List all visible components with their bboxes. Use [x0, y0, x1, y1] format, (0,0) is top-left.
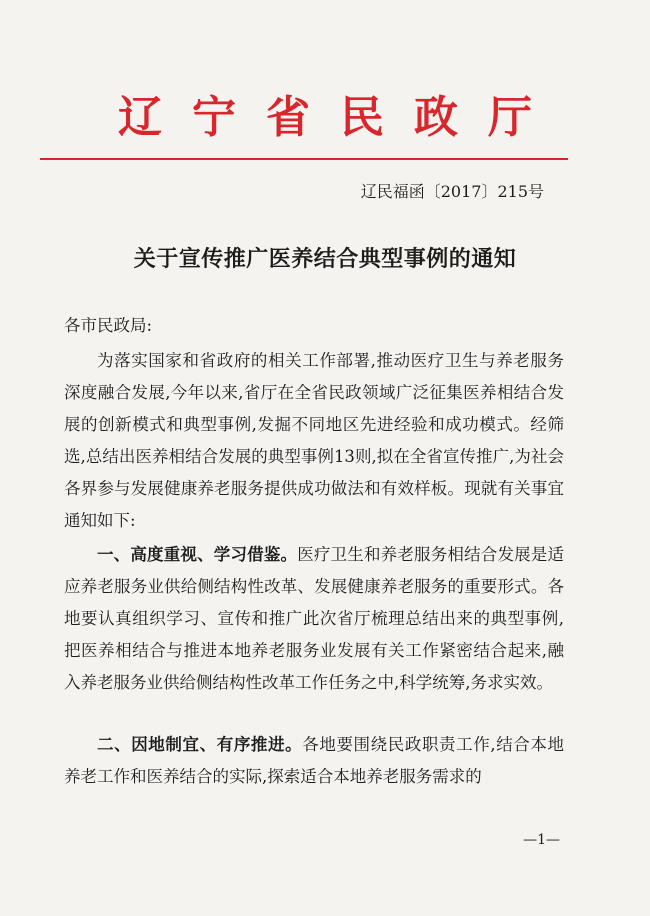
page-number: —1— — [523, 832, 560, 848]
paragraph-section-2 — [64, 729, 564, 793]
paragraph-body: 各地要围绕民政职责工作,结合本地养老工作和医养结合的实际,探索适合本地养老服务需求的 — [64, 735, 565, 786]
document-number: 辽民福函〔2017〕215号 — [360, 182, 544, 201]
paragraph-body: 医疗卫生和养老服务相结合发展是适应养老服务业供给侧结构性改革、发展健康养老服务的重要形式。各地要认真组织学习、宣传和推广此次省厅梳理总结出来的典型事例,把医养相结合与推进本地养老服务业发展有关工作紧密结合起来,融入养老服务业供给侧结构性改革工作任务之中,科学统筹,务求实效。 — [64, 545, 565, 692]
document-title: 关于宣传推广医养结合典型事例的通知 — [133, 246, 517, 272]
paragraph-section-1 — [64, 539, 564, 699]
section-heading: 二、因地制宜、有序推进。 — [97, 735, 303, 754]
section-heading: 一、高度重视、学习借鉴。 — [97, 545, 298, 564]
paragraph-body: 为落实国家和省政府的相关工作部署,推动医疗卫生与养老服务深度融合发展,今年以来,省厅在全省民政领域广泛征集医养相结合发展的创新模式和典型事例,发掘不同地区先进经验和成功模式。经筛选,总结出医养相结合发展的典型事例13则,拟在全省宣传推广,为社会各界参与发展健康养老服务提供成功做法和有效样板。现就有关事宜通知如下: — [64, 351, 564, 530]
salutation: 各市民政局: — [64, 316, 153, 335]
issuer-masthead: 辽宁省民政厅 — [118, 92, 562, 143]
paragraph-intro — [64, 345, 564, 537]
red-divider-line — [40, 158, 568, 160]
